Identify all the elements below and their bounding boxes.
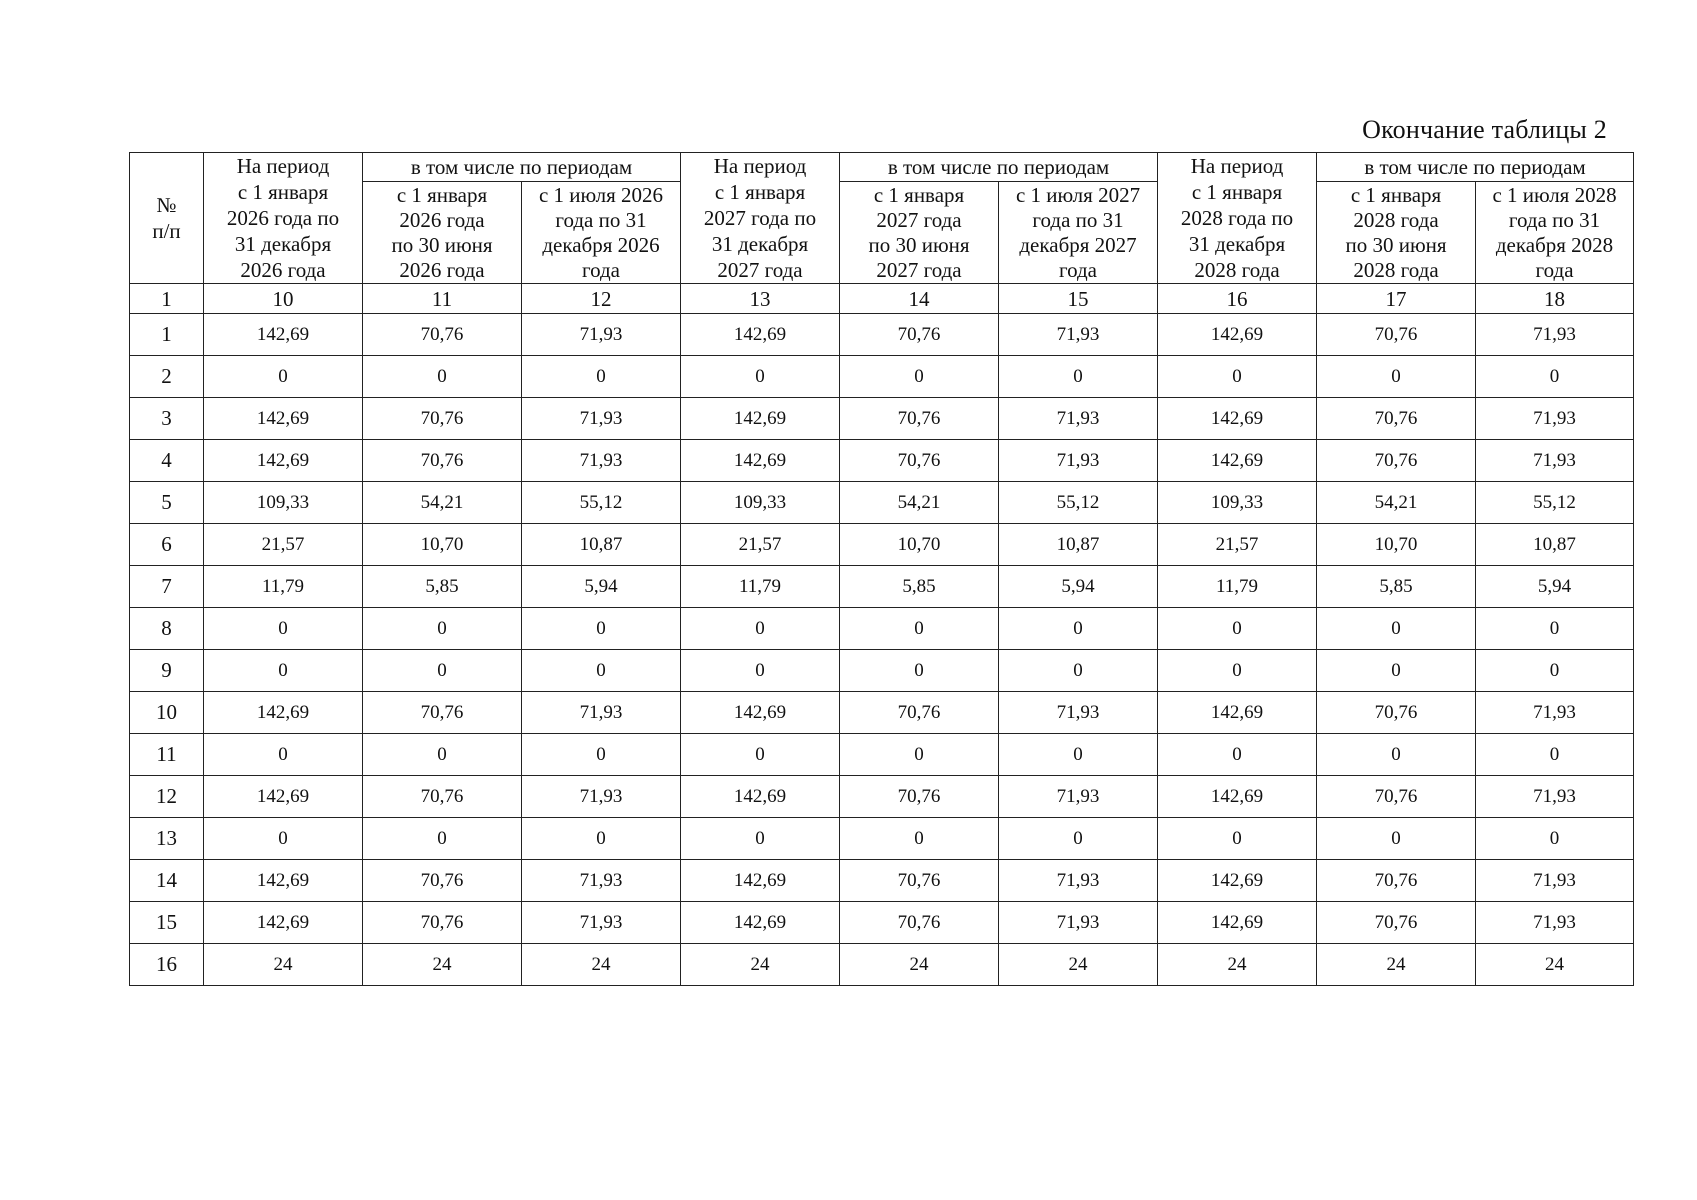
header-h1-2028 <box>1317 182 1476 284</box>
value-cell: 5,85 <box>1317 566 1476 608</box>
table-row <box>130 314 1634 356</box>
value-cell: 0 <box>1476 818 1634 860</box>
table-row <box>130 776 1634 818</box>
value-cell: 70,76 <box>363 776 522 818</box>
value-cell: 71,93 <box>522 776 681 818</box>
value-cell: 11,79 <box>204 566 363 608</box>
value-cell: 70,76 <box>363 398 522 440</box>
value-cell: 10,70 <box>840 524 999 566</box>
column-number-row <box>130 284 1634 314</box>
value-cell: 142,69 <box>1158 440 1317 482</box>
header-total-2028 <box>1158 153 1317 284</box>
value-cell: 0 <box>363 608 522 650</box>
value-cell: 70,76 <box>1317 314 1476 356</box>
header-total-2027 <box>681 153 840 284</box>
value-cell: 0 <box>1158 608 1317 650</box>
value-cell: 0 <box>840 650 999 692</box>
value-cell: 0 <box>1158 650 1317 692</box>
header-h2-2026-label: с 1 июля 2026 года по 31 декабря 2026 года <box>538 182 664 282</box>
value-cell: 0 <box>522 734 681 776</box>
value-cell: 0 <box>1158 734 1317 776</box>
column-number: 10 <box>204 284 363 314</box>
value-cell: 71,93 <box>999 776 1158 818</box>
row-number-cell: 13 <box>130 818 204 860</box>
value-cell: 0 <box>522 650 681 692</box>
value-cell: 71,93 <box>522 692 681 734</box>
header-h1-2026-label: с 1 января 2026 года по 30 июня 2026 года <box>391 182 493 282</box>
value-cell: 71,93 <box>1476 440 1634 482</box>
value-cell: 142,69 <box>681 860 840 902</box>
value-cell: 11,79 <box>1158 566 1317 608</box>
value-cell: 0 <box>1476 650 1634 692</box>
value-cell: 0 <box>1317 608 1476 650</box>
header-group-2027: в том числе по периодам <box>840 153 1158 182</box>
table-row <box>130 944 1634 986</box>
value-cell: 0 <box>840 818 999 860</box>
value-cell: 0 <box>1476 734 1634 776</box>
table-row <box>130 902 1634 944</box>
row-number-cell: 8 <box>130 608 204 650</box>
table-row <box>130 860 1634 902</box>
column-number: 13 <box>681 284 840 314</box>
row-number-cell: 3 <box>130 398 204 440</box>
header-h2-2028-label: с 1 июля 2028 года по 31 декабря 2028 года <box>1492 182 1617 282</box>
value-cell: 70,76 <box>1317 860 1476 902</box>
value-cell: 142,69 <box>1158 776 1317 818</box>
header-h2-2027-label: с 1 июля 2027 года по 31 декабря 2027 года <box>1015 182 1141 282</box>
value-cell: 0 <box>1476 608 1634 650</box>
value-cell: 55,12 <box>999 482 1158 524</box>
value-cell: 10,70 <box>1317 524 1476 566</box>
value-cell: 24 <box>1476 944 1634 986</box>
value-cell: 70,76 <box>840 314 999 356</box>
value-cell: 0 <box>1158 818 1317 860</box>
value-cell: 70,76 <box>840 440 999 482</box>
value-cell: 70,76 <box>1317 902 1476 944</box>
value-cell: 0 <box>681 734 840 776</box>
value-cell: 70,76 <box>1317 398 1476 440</box>
row-number-cell: 11 <box>130 734 204 776</box>
row-number-cell: 10 <box>130 692 204 734</box>
value-cell: 0 <box>840 608 999 650</box>
value-cell: 11,79 <box>681 566 840 608</box>
header-h1-2027 <box>840 182 999 284</box>
value-cell: 0 <box>1476 356 1634 398</box>
value-cell: 71,93 <box>522 902 681 944</box>
value-cell: 0 <box>522 608 681 650</box>
table-row <box>130 608 1634 650</box>
value-cell: 55,12 <box>1476 482 1634 524</box>
column-number: 14 <box>840 284 999 314</box>
row-number-cell: 6 <box>130 524 204 566</box>
column-number: 18 <box>1476 284 1634 314</box>
value-cell: 71,93 <box>999 860 1158 902</box>
data-table <box>129 152 1634 986</box>
value-cell: 70,76 <box>1317 692 1476 734</box>
value-cell: 0 <box>363 818 522 860</box>
value-cell: 142,69 <box>681 692 840 734</box>
value-cell: 24 <box>363 944 522 986</box>
value-cell: 142,69 <box>1158 398 1317 440</box>
value-cell: 70,76 <box>840 902 999 944</box>
value-cell: 70,76 <box>1317 440 1476 482</box>
value-cell: 0 <box>204 356 363 398</box>
column-number: 11 <box>363 284 522 314</box>
table-row <box>130 566 1634 608</box>
value-cell: 71,93 <box>522 398 681 440</box>
value-cell: 0 <box>1158 356 1317 398</box>
row-number-cell: 12 <box>130 776 204 818</box>
value-cell: 5,94 <box>1476 566 1634 608</box>
value-cell: 71,93 <box>1476 398 1634 440</box>
value-cell: 142,69 <box>681 902 840 944</box>
value-cell: 5,85 <box>363 566 522 608</box>
value-cell: 70,76 <box>840 860 999 902</box>
value-cell: 24 <box>522 944 681 986</box>
row-number-cell: 2 <box>130 356 204 398</box>
header-group-2026: в том числе по периодам <box>363 153 681 182</box>
value-cell: 142,69 <box>204 314 363 356</box>
value-cell: 142,69 <box>204 692 363 734</box>
table-row <box>130 818 1634 860</box>
header-total-2026 <box>204 153 363 284</box>
value-cell: 0 <box>999 608 1158 650</box>
table-caption: Окончание таблицы 2 <box>1362 115 1607 144</box>
table-row <box>130 524 1634 566</box>
value-cell: 10,70 <box>363 524 522 566</box>
value-cell: 24 <box>204 944 363 986</box>
value-cell: 24 <box>999 944 1158 986</box>
value-cell: 70,76 <box>363 440 522 482</box>
value-cell: 0 <box>681 818 840 860</box>
value-cell: 54,21 <box>1317 482 1476 524</box>
header-h1-2026 <box>363 182 522 284</box>
value-cell: 71,93 <box>1476 902 1634 944</box>
value-cell: 70,76 <box>840 398 999 440</box>
row-number-cell: 5 <box>130 482 204 524</box>
column-number: 15 <box>999 284 1158 314</box>
row-number-cell: 16 <box>130 944 204 986</box>
header-total-2026-label: На период с 1 января 2026 года по 31 декабря 2026 года <box>226 154 340 282</box>
header-h1-2027-label: с 1 января 2027 года по 30 июня 2027 года <box>868 182 970 282</box>
value-cell: 70,76 <box>840 692 999 734</box>
row-number-cell: 1 <box>130 314 204 356</box>
table-row <box>130 692 1634 734</box>
value-cell: 142,69 <box>204 440 363 482</box>
value-cell: 5,85 <box>840 566 999 608</box>
value-cell: 70,76 <box>363 314 522 356</box>
value-cell: 71,93 <box>999 314 1158 356</box>
value-cell: 70,76 <box>1317 776 1476 818</box>
value-cell: 5,94 <box>999 566 1158 608</box>
value-cell: 70,76 <box>363 860 522 902</box>
table-row <box>130 356 1634 398</box>
column-number: 12 <box>522 284 681 314</box>
value-cell: 109,33 <box>204 482 363 524</box>
value-cell: 10,87 <box>999 524 1158 566</box>
value-cell: 142,69 <box>681 776 840 818</box>
value-cell: 142,69 <box>204 398 363 440</box>
value-cell: 0 <box>840 734 999 776</box>
value-cell: 0 <box>1317 650 1476 692</box>
value-cell: 0 <box>363 650 522 692</box>
value-cell: 21,57 <box>681 524 840 566</box>
row-number-cell: 15 <box>130 902 204 944</box>
header-h2-2027 <box>999 182 1158 284</box>
value-cell: 142,69 <box>1158 902 1317 944</box>
value-cell: 24 <box>840 944 999 986</box>
value-cell: 0 <box>1317 818 1476 860</box>
row-number-cell: 7 <box>130 566 204 608</box>
value-cell: 70,76 <box>840 776 999 818</box>
table-row <box>130 482 1634 524</box>
table-row <box>130 398 1634 440</box>
value-cell: 109,33 <box>1158 482 1317 524</box>
value-cell: 142,69 <box>204 860 363 902</box>
header-row-number <box>130 153 204 284</box>
value-cell: 71,93 <box>1476 314 1634 356</box>
value-cell: 142,69 <box>681 314 840 356</box>
table-body <box>130 314 1634 986</box>
header-group-2028: в том числе по периодам <box>1317 153 1634 182</box>
value-cell: 0 <box>999 650 1158 692</box>
value-cell: 54,21 <box>363 482 522 524</box>
value-cell: 0 <box>681 356 840 398</box>
value-cell: 0 <box>999 818 1158 860</box>
value-cell: 0 <box>204 608 363 650</box>
value-cell: 109,33 <box>681 482 840 524</box>
value-cell: 142,69 <box>681 440 840 482</box>
value-cell: 0 <box>363 734 522 776</box>
column-number: 1 <box>130 284 204 314</box>
value-cell: 142,69 <box>1158 314 1317 356</box>
value-cell: 0 <box>204 818 363 860</box>
value-cell: 55,12 <box>522 482 681 524</box>
value-cell: 0 <box>681 608 840 650</box>
value-cell: 21,57 <box>1158 524 1317 566</box>
header-h1-2028-label: с 1 января 2028 года по 30 июня 2028 года <box>1345 182 1447 282</box>
value-cell: 0 <box>204 650 363 692</box>
value-cell: 0 <box>363 356 522 398</box>
value-cell: 70,76 <box>363 692 522 734</box>
value-cell: 10,87 <box>1476 524 1634 566</box>
header-h2-2026 <box>522 182 681 284</box>
value-cell: 21,57 <box>204 524 363 566</box>
value-cell: 5,94 <box>522 566 681 608</box>
row-number-cell: 14 <box>130 860 204 902</box>
value-cell: 142,69 <box>204 776 363 818</box>
header-total-2028-label: На период с 1 января 2028 года по 31 декабря 2028 года <box>1180 154 1294 282</box>
table-row <box>130 734 1634 776</box>
value-cell: 0 <box>681 650 840 692</box>
header-total-2027-label: На период с 1 января 2027 года по 31 декабря 2027 года <box>703 154 817 282</box>
value-cell: 142,69 <box>1158 692 1317 734</box>
value-cell: 0 <box>999 356 1158 398</box>
value-cell: 70,76 <box>363 902 522 944</box>
value-cell: 71,93 <box>999 440 1158 482</box>
value-cell: 10,87 <box>522 524 681 566</box>
column-number: 16 <box>1158 284 1317 314</box>
value-cell: 71,93 <box>999 692 1158 734</box>
value-cell: 142,69 <box>204 902 363 944</box>
value-cell: 24 <box>1158 944 1317 986</box>
value-cell: 142,69 <box>681 398 840 440</box>
value-cell: 71,93 <box>1476 860 1634 902</box>
column-number: 17 <box>1317 284 1476 314</box>
value-cell: 0 <box>999 734 1158 776</box>
value-cell: 71,93 <box>999 398 1158 440</box>
value-cell: 0 <box>522 818 681 860</box>
table-row <box>130 650 1634 692</box>
value-cell: 24 <box>681 944 840 986</box>
value-cell: 71,93 <box>522 860 681 902</box>
value-cell: 0 <box>840 356 999 398</box>
value-cell: 71,93 <box>1476 692 1634 734</box>
value-cell: 0 <box>1317 356 1476 398</box>
row-number-cell: 9 <box>130 650 204 692</box>
value-cell: 71,93 <box>522 440 681 482</box>
row-number-cell: 4 <box>130 440 204 482</box>
value-cell: 142,69 <box>1158 860 1317 902</box>
table-row <box>130 440 1634 482</box>
header-row-number-label: № п/п <box>152 193 181 243</box>
value-cell: 0 <box>1317 734 1476 776</box>
value-cell: 71,93 <box>1476 776 1634 818</box>
value-cell: 71,93 <box>522 314 681 356</box>
value-cell: 0 <box>522 356 681 398</box>
value-cell: 0 <box>204 734 363 776</box>
value-cell: 24 <box>1317 944 1476 986</box>
header-h2-2028 <box>1476 182 1634 284</box>
value-cell: 54,21 <box>840 482 999 524</box>
value-cell: 71,93 <box>999 902 1158 944</box>
